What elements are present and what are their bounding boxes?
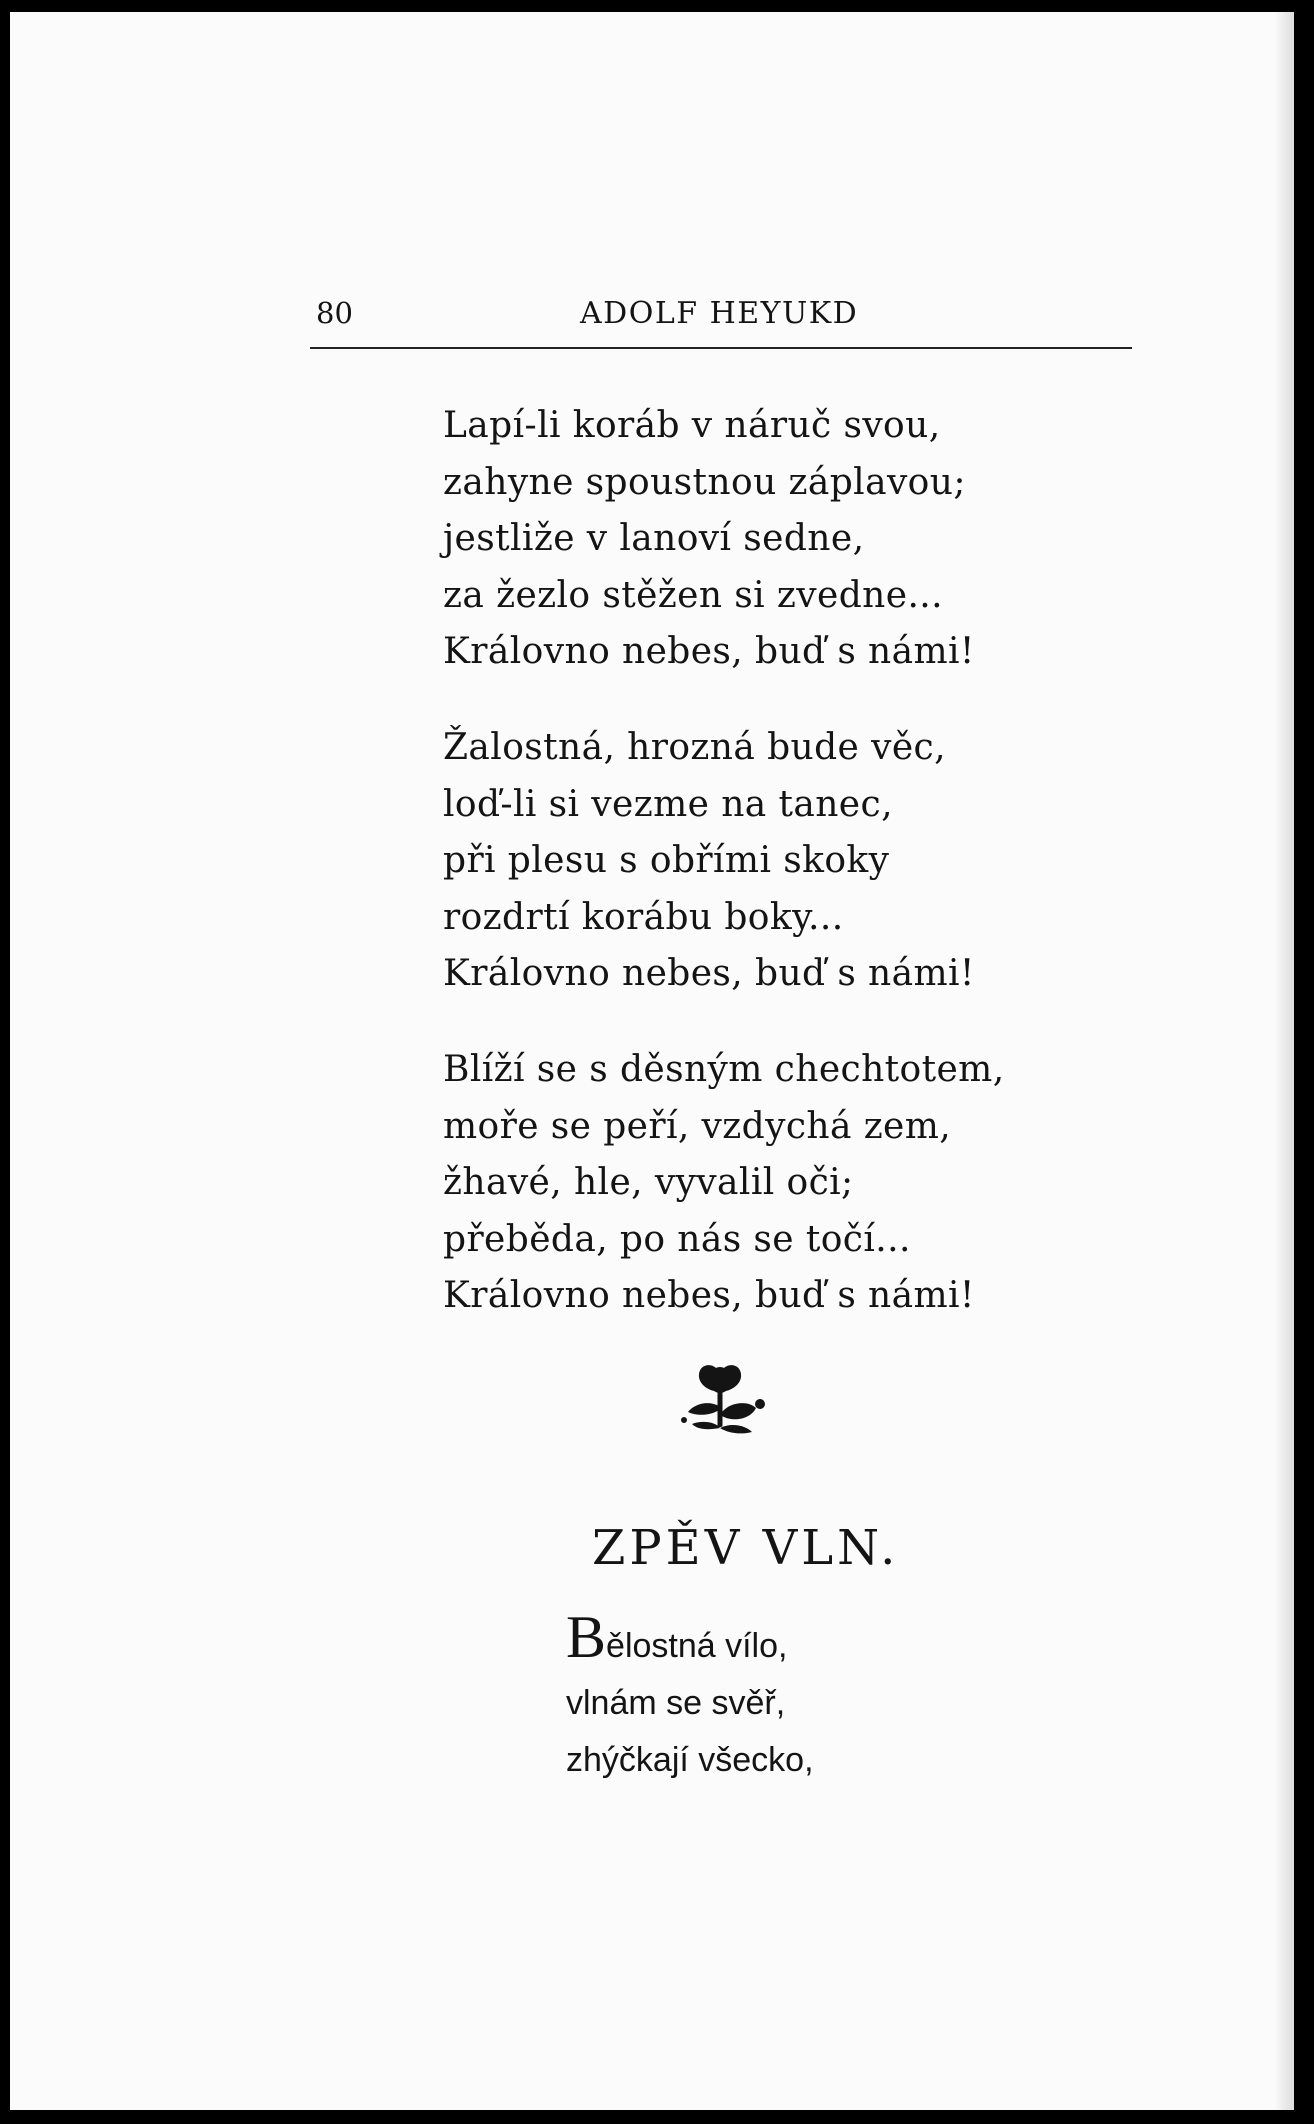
verse-line: zahyne spoustnou záplavou;: [443, 461, 966, 503]
verse-line: Žalostná, hrozná bude věc,: [443, 727, 946, 768]
refrain-line: Královno nebes, buď s námi!: [443, 953, 975, 994]
first-verse-line: [566, 1604, 1066, 1675]
verse-line: vlnám se svěř,: [566, 1684, 786, 1722]
stanza-2: [443, 720, 1043, 1003]
verse-line: loď-li si vezme na tanec,: [443, 783, 893, 825]
verse-line: rozdrtí korábu boky...: [443, 896, 844, 938]
page-number: 80: [316, 296, 353, 330]
verse-line: při plesu s obřími skoky: [443, 840, 890, 881]
verse-line: žhavé, hle, vyvalil oči;: [443, 1162, 854, 1203]
drop-cap: B: [566, 1604, 607, 1670]
header-rule: [310, 347, 1132, 349]
page-header: [310, 288, 1130, 331]
refrain-line: Královno nebes, buď s námi!: [443, 631, 975, 672]
floral-ornament-icon: [672, 1362, 770, 1438]
next-poem-opening: [566, 1604, 1066, 1789]
verse-line: Blíží se s děsným chechtotem,: [443, 1049, 1005, 1090]
stanza-3: [443, 1042, 1043, 1325]
verse-line: za žezlo stěžen si zvedne...: [443, 574, 943, 616]
verse-line: jestliže v lanoví sedne,: [443, 518, 865, 559]
first-line-rest: ělostná vílo,: [606, 1627, 788, 1665]
stanza-1: [443, 398, 1043, 681]
poem-title: ZPĚV VLN.: [592, 1520, 900, 1576]
refrain-line: Královno nebes, buď s námi!: [443, 1275, 975, 1316]
verse-line: Lapí-li koráb v náruč svou,: [443, 405, 941, 446]
verse-line: moře se peří, vzdychá zem,: [443, 1105, 952, 1147]
verse-line: zhýčkají všecko,: [566, 1741, 814, 1779]
verse-line: přeběda, po nás se točí...: [443, 1218, 911, 1260]
running-head: ADOLF HEYUKD: [580, 296, 859, 331]
page-edge-shadow: [1274, 12, 1294, 2110]
